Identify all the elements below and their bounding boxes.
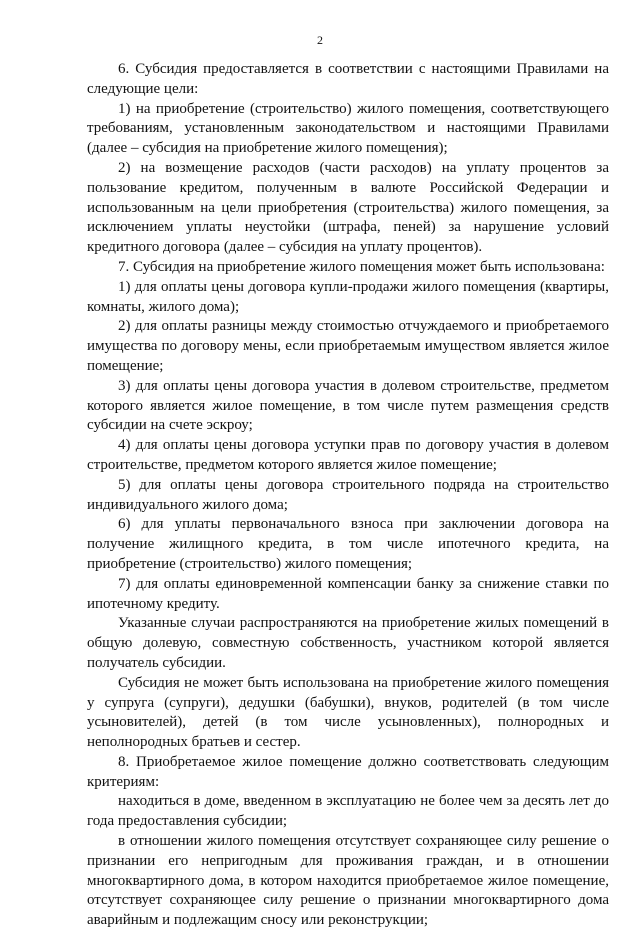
paragraph-8-intro: 8. Приобретаемое жилое помещение должно соответствовать следующим критериям: — [87, 753, 609, 790]
paragraph-7-item-5: 5) для оплаты цены договора строительного подряда на строительство индивидуального жилого дома; — [87, 476, 609, 513]
paragraph-6-intro: 6. Субсидия предоставляется в соответствии с настоящими Правилами на следующие цели: — [87, 61, 609, 97]
paragraph-7-item-6: 6) для уплаты первоначального взноса при заключении договора на получение жилищного кредита, в том числе ипотечного кредита, на приобретение (строительство) жилого помещения; — [87, 516, 609, 572]
paragraph-6-item-2: 2) на возмещение расходов (части расходов) на уплату процентов за пользование кредитом, полученным в валюте Российской Федерации и использованным на цели приобретения (строительства) жилого помещения, за исключением уплаты неустойки (штрафа, пеней) за нарушение условий кредитного договора (далее – субсидия на уплату процентов). — [87, 159, 609, 256]
paragraph-7-item-7: 7) для оплаты единовременной компенсации банку за снижение ставки по ипотечному кредиту. — [87, 575, 609, 612]
paragraph-7-item-2: 2) для оплаты разницы между стоимостью отчуждаемого и приобретаемого имущества по договору мены, если приобретаемым имуществом является жилое помещение; — [87, 318, 609, 374]
page-number: 2 — [317, 33, 323, 47]
paragraph-8-criterion-2: в отношении жилого помещения отсутствует сохраняющее силу решение о признании его непригодным для проживания граждан, и в отношении многоквартирного дома, в котором находится приобретаемое жилое помещение, отсутствует сохраняющее силу решение о признании многоквартирного дома аварийным и подлежащим сносу или реконструкции; — [87, 833, 609, 929]
document-body — [87, 60, 609, 931]
paragraph-7-item-3: 3) для оплаты цены договора участия в долевом строительстве, предметом которого является жилое помещение, в том числе путем размещения средств субсидии на счете эскроу; — [87, 377, 609, 434]
paragraph-shared-ownership: Указанные случаи распространяются на приобретение жилых помещений в общую долевую, совместную собственность, участником которой является получатель субсидии. — [87, 615, 609, 671]
paragraph-6-item-1: 1) на приобретение (строительство) жилого помещения, соответствующего требованиям, установленным законодательством и настоящими Правилами (далее – субсидия на приобретение жилого помещения); — [87, 100, 609, 157]
paragraph-7-item-4: 4) для оплаты цены договора уступки прав по договору участия в долевом строительстве, предметом которого является жилое помещение; — [87, 437, 609, 473]
paragraph-8-criterion-1: находиться в доме, введенном в эксплуатацию не более чем за десять лет до года предоставления субсидии; — [87, 793, 609, 830]
paragraph-7-intro: 7. Субсидия на приобретение жилого помещения может быть использована: — [118, 258, 605, 275]
paragraph-7-item-1: 1) для оплаты цены договора купли-продажи жилого помещения (квартиры, комнаты, жилого дома); — [87, 278, 609, 315]
paragraph-relatives-restriction: Субсидия не может быть использована на приобретение жилого помещения у супруга (супруги), дедушки (бабушки), внуков, родителей (в том числе усыновителей), детей (в том числе усыновленных), полнородных и неполнородных братьев и сестер. — [87, 674, 609, 751]
